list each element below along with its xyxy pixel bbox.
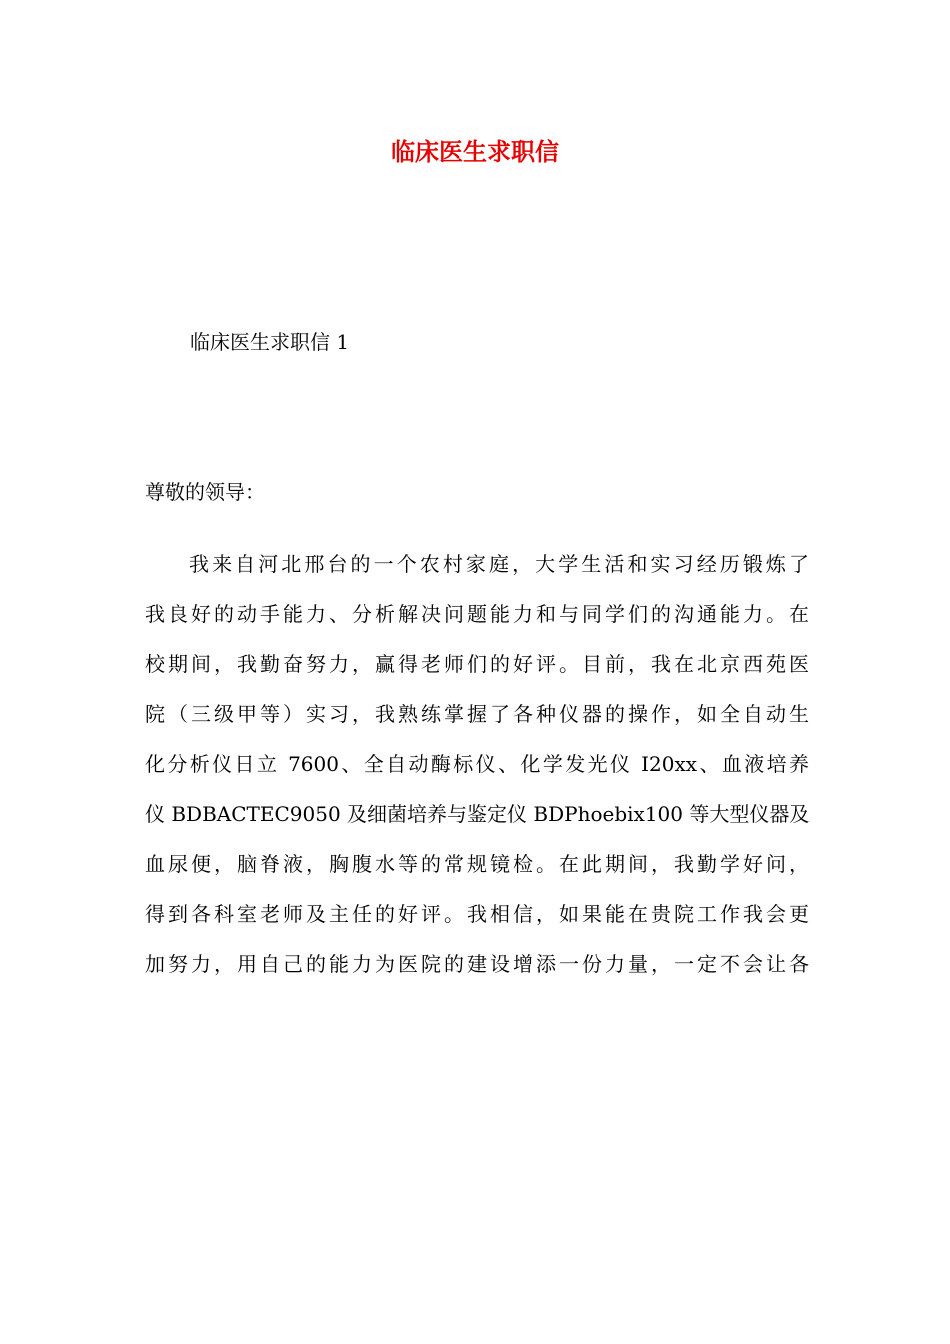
salutation: 尊敬的领导： — [145, 480, 265, 504]
body-line: 我来自河北邢台的一个农村家庭，大学生活和实习经历锻炼了 — [189, 552, 809, 576]
document-title: 临床医生求职信 — [391, 138, 559, 166]
body-paragraph — [145, 544, 809, 994]
body-line: 化分析仪日立 7600、全自动酶标仪、化学发光仪 I20xx、血液培养 — [145, 752, 809, 776]
section-heading: 临床医生求职信 1 — [190, 330, 350, 354]
body-line: 院（三级甲等）实习，我熟练掌握了各种仪器的操作，如全自动生 — [145, 702, 809, 726]
body-line: 得到各科室老师及主任的好评。我相信，如果能在贵院工作我会更 — [145, 902, 809, 926]
body-line: 校期间，我勤奋努力，赢得老师们的好评。目前，我在北京西苑医 — [145, 652, 809, 676]
body-line: 仪 BDBACTEC9050 及细菌培养与鉴定仪 BDPhoebix100 等大型仪器及 — [145, 802, 810, 826]
body-line: 我良好的动手能力、分析解决问题能力和与同学们的沟通能力。在 — [145, 602, 809, 626]
body-line: 血尿便，脑脊液，胸腹水等的常规镜检。在此期间，我勤学好问， — [145, 852, 809, 876]
body-line: 加努力，用自己的能力为医院的建设增添一份力量，一定不会让各 — [145, 952, 809, 976]
